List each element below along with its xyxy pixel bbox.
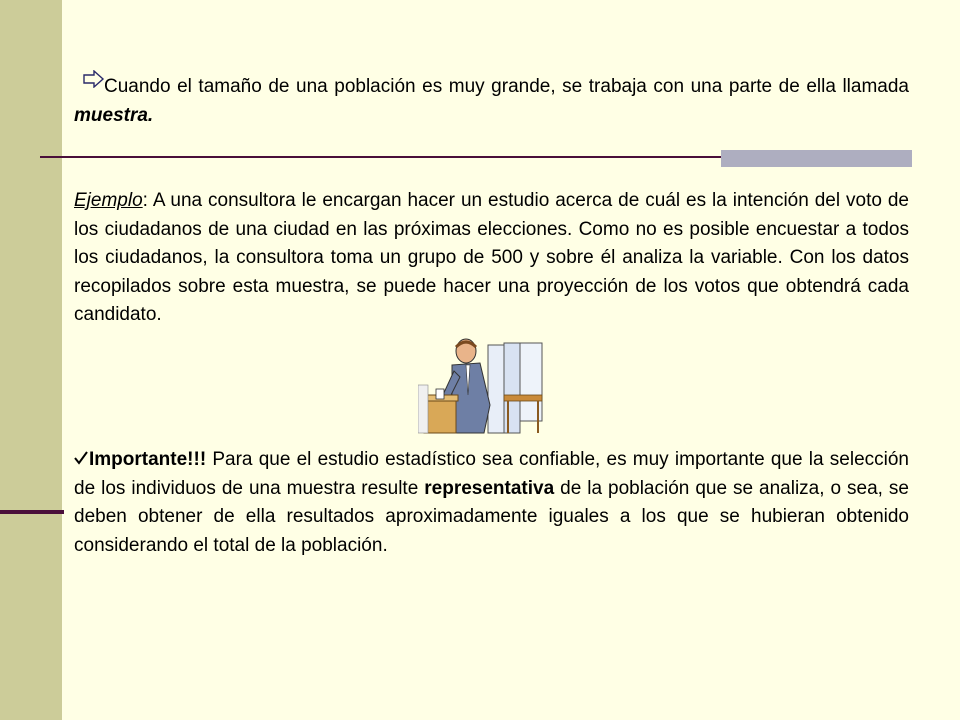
example-label: Ejemplo (74, 190, 143, 211)
divider-accent-block (721, 150, 912, 167)
example-paragraph (74, 187, 909, 330)
voter-ballot-box-clipart (418, 335, 546, 435)
intro-paragraph (74, 73, 909, 130)
checkmark-icon (74, 451, 88, 465)
important-label: Importante!!! (89, 449, 207, 470)
intro-text: Cuando el tamaño de una población es muy grande, se trabaja con una parte de ella llamada (104, 76, 909, 97)
important-body-1: Para que el estudio estadístico sea confiable, es muy importante que la selección de los individuos de una muestra resulte (74, 449, 909, 499)
example-colon: : (142, 190, 148, 211)
sidebar-accent-line (0, 510, 64, 514)
example-body: A una consultora le encargan hacer un estudio acerca de cuál es la intención del voto de los ciudadanos de una ciudad en las próximas elecciones. Como no es posible encuestar a todos los ciudadanos, la consultora toma un grupo de 500 y sobre él analiza la variable. Con los datos recopilados sobre esta muestra, se puede hacer una proyección de los votos que obtendrá cada candidato. (74, 190, 909, 325)
muestra-term: muestra. (74, 104, 154, 126)
important-paragraph (74, 446, 909, 560)
important-body-2: de la población que se analiza, o sea, se deben obtener de ella resultados aproximadamente iguales a los que se hubieran obtenido considerando el total de la población. (74, 477, 910, 556)
left-sidebar-band (0, 0, 62, 720)
representativa-term: representativa (424, 477, 555, 499)
